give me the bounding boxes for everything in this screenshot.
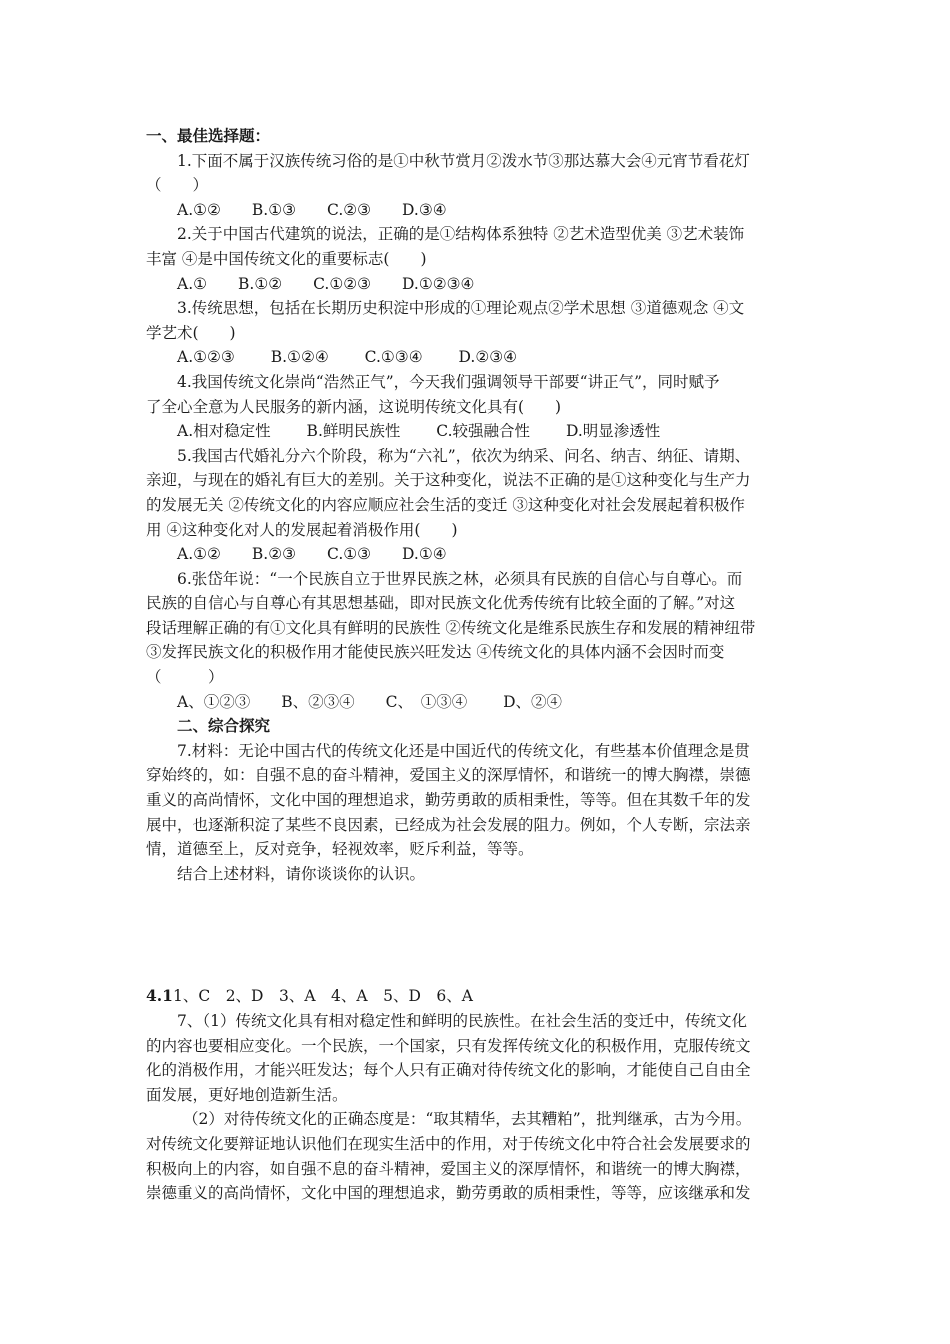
answer-text: （2）对待传统文化的正确态度是：“取其精华，去其糟粕”，批判继承，古为今用。 <box>183 1110 752 1129</box>
material-text: 情，道德至上，反对竞争，轻视效率，贬斥利益，等等。 <box>146 840 534 859</box>
question-text: 1.下面不属于汉族传统习俗的是①中秋节赏月②泼水节③那达慕大会④元宵节看花灯 <box>177 151 750 170</box>
material-text: 展中，也逐渐积淀了某些不良因素，已经成为社会发展的阻力。例如，个人专断，宗法亲 <box>146 815 751 834</box>
answer-options: A.①② B.②③ C.①③ D.①④ <box>177 545 447 564</box>
question-text: 学艺术( ) <box>146 323 236 342</box>
question-prompt: 结合上述材料，请你谈谈你的认识。 <box>177 864 426 883</box>
material-text: 穿始终的，如：自强不息的奋斗精神，爱国主义的深厚情怀，和谐统一的博大胸襟，崇德 <box>146 766 751 785</box>
question-text: 5.我国古代婚礼分六个阶段，称为“六礼”，依次为纳采、问名、纳吉、纳征、请期、 <box>177 446 751 465</box>
question-text: ③发挥民族文化的积极作用才能使民族兴旺发达 ④传统文化的具体内涵不会因时而变 <box>146 643 725 662</box>
answer-options: A.① B.①② C.①②③ D.①②③④ <box>177 274 475 293</box>
question-text: （ ） <box>146 668 224 687</box>
answer-options: A.相对稳定性 B.鲜明民族性 C.较强融合性 D.明显渗透性 <box>177 422 661 441</box>
answer-text: 面发展，更好地创造新生活。 <box>146 1085 348 1104</box>
answer-options: A、①②③ B、②③④ C、 ①③④ D、②④ <box>177 692 563 711</box>
question-2 <box>146 222 814 296</box>
document-page <box>146 124 814 1206</box>
answer-text: 对传统文化要辩证地认识他们在现实生活中的作用，对于传统文化中符合社会发展要求的 <box>146 1134 751 1153</box>
question-1 <box>146 149 814 223</box>
answer-text: 化的消极作用，才能兴旺发达；每个人只有正确对待传统文化的影响，才能使自己自由全 <box>146 1061 751 1080</box>
section-title: 二、综合探究 <box>177 716 271 736</box>
question-text: 用 ④这种变化对人的发展起着消极作用( ) <box>146 520 458 539</box>
question-3 <box>146 296 814 370</box>
question-text: 6.张岱年说：“一个民族自立于世界民族之林，必须具有民族的自信心与自尊心。而 <box>177 569 743 588</box>
question-6 <box>146 567 814 715</box>
answer-options: A.①② B.①③ C.②③ D.③④ <box>177 200 447 219</box>
answer-text: 崇德重义的高尚情怀，文化中国的理想追求，勤劳勇敢的质相秉性，等等，应该继承和发 <box>146 1184 751 1203</box>
material-text: 7.材料：无论中国古代的传统文化还是中国近代的传统文化，有些基本价值理念是贯 <box>177 741 750 760</box>
answer-key-label: 4.1 <box>146 986 173 1006</box>
answer-text: 积极向上的内容，如自强不息的奋斗精神，爱国主义的深厚情怀，和谐统一的博大胸襟， <box>146 1159 751 1178</box>
answer-text: 7、（1）传统文化具有相对稳定性和鲜明的民族性。在社会生活的变迁中，传统文化 <box>177 1012 747 1030</box>
answer-text: 的内容也要相应变化。一个民族，一个国家，只有发挥传统文化的积极作用，克服传统文 <box>146 1036 751 1055</box>
answer-options: A.①②③ B.①②④ C.①③④ D.②③④ <box>177 348 518 367</box>
question-text: （ ） <box>146 176 209 195</box>
blank-space <box>146 886 814 984</box>
question-text: 3.传统思想，包括在长期历史积淀中形成的①理论观点②学术思想 ③道德观念 ④文 <box>177 299 745 318</box>
question-7 <box>146 739 814 887</box>
question-text: 了全心全意为人民服务的新内涵，这说明传统文化具有( ) <box>146 397 562 416</box>
question-text: 2.关于中国古代建筑的说法，正确的是①结构体系独特 ②艺术造型优美 ③艺术装饰 <box>177 225 745 244</box>
question-text: 的发展无关 ②传统文化的内容应顺应社会生活的变迁 ③这种变化对社会发展起着积极作 <box>146 495 745 514</box>
answer-key <box>146 984 814 1205</box>
question-4 <box>146 370 814 444</box>
question-text: 亲迎，与现在的婚礼有巨大的差别。关于这种变化，说法不正确的是①这种变化与生产力 <box>146 471 751 490</box>
section-title: 一、最佳选择题： <box>146 126 271 145</box>
question-text: 段话理解正确的有①文化具有鲜明的民族性 ②传统文化是维系民族生存和发展的精神纽带 <box>146 618 756 637</box>
question-text: 民族的自信心与自尊心有其思想基础，即对民族文化优秀传统有比较全面的了解。”对这 <box>146 594 736 613</box>
answer-key-line <box>146 984 814 1009</box>
question-text: 4.我国传统文化崇尚“浩然正气”，今天我们强调领导干部要“讲正气”，同时赋予 <box>177 372 720 391</box>
question-5 <box>146 444 814 567</box>
material-text: 重义的高尚情怀，文化中国的理想追求，勤劳勇敢的质相秉性，等等。但在其数千年的发 <box>146 791 751 810</box>
answer-key-values: 1、C 2、D 3、A 4、A 5、D 6、A <box>172 987 473 1006</box>
question-text: 丰富 ④是中国传统文化的重要标志( ) <box>146 249 427 268</box>
